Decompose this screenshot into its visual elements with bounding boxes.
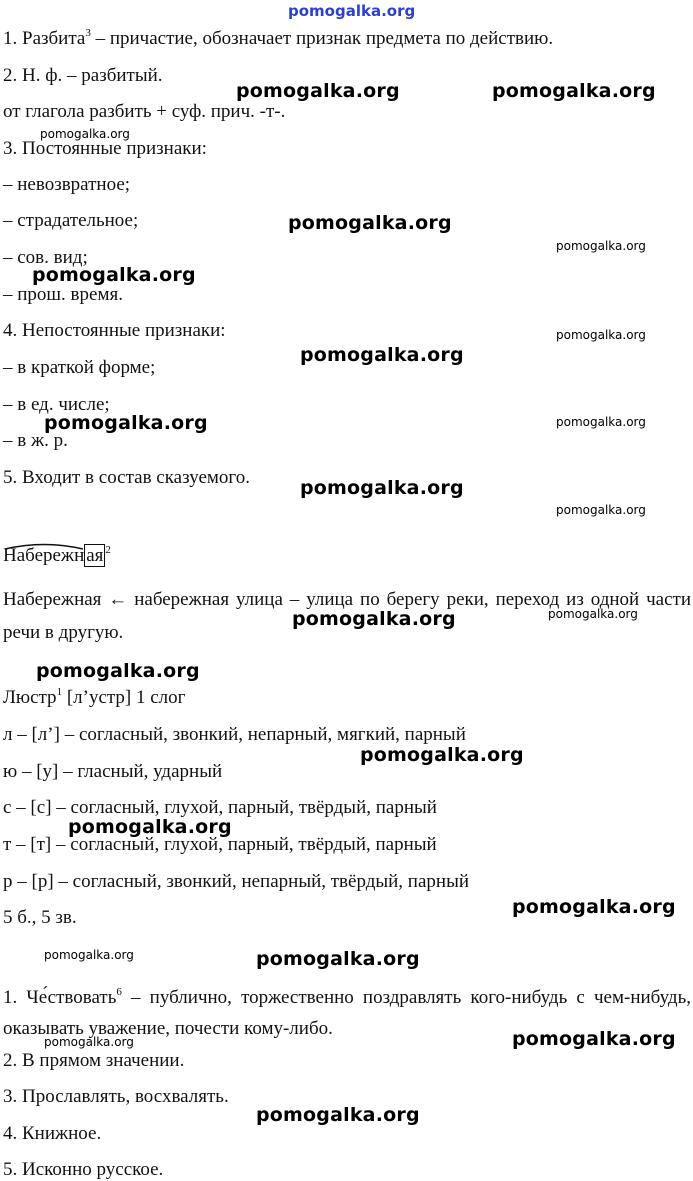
watermark: pomogalka.org	[236, 80, 400, 102]
watermark: pomogalka.org	[44, 412, 208, 434]
s3-row-t: т – [т] – согласный, глухой, парный, твёрдый, парный	[3, 834, 437, 855]
watermark: pomogalka.org	[492, 80, 656, 102]
s4-line2: 2. В прямом значении.	[3, 1050, 185, 1071]
watermark-small: pomogalka.org	[40, 127, 130, 141]
watermark-small: pomogalka.org	[556, 239, 646, 253]
watermark: pomogalka.org	[300, 477, 464, 499]
s3-row-s: с – [с] – согласный, глухой, парный, твёрдый, парный	[3, 797, 437, 818]
s2-heading-ending: ая	[86, 545, 104, 566]
s2-heading-root: Набережн	[3, 545, 85, 566]
s3-summary: 5 б., 5 зв.	[3, 907, 77, 928]
s1-line1-sup: 3	[85, 27, 91, 39]
s1-line12: – в ж. р.	[3, 430, 68, 451]
s3-heading	[3, 687, 185, 709]
s1-line13: 5. Входит в состав сказуемого.	[3, 467, 250, 488]
watermark: pomogalka.org	[292, 608, 456, 630]
watermark: pomogalka.org	[512, 896, 676, 918]
watermark-small: pomogalka.org	[556, 415, 646, 429]
s1-line1	[3, 28, 553, 50]
watermark: pomogalka.org	[32, 264, 196, 286]
s4-line4: 4. Книжное.	[3, 1123, 102, 1144]
watermark-small: pomogalka.org	[44, 1035, 134, 1049]
watermark-small: pomogalka.org	[556, 328, 646, 342]
s1-line6: – страдательное;	[3, 210, 139, 231]
s3-row-r: р – [р] – согласный, звонкий, непарный, твёрдый, парный	[3, 871, 470, 892]
s1-line4: 3. Постоянные признаки:	[3, 138, 207, 159]
watermark: pomogalka.org	[68, 816, 232, 838]
watermark: pomogalka.org	[256, 1104, 420, 1126]
s1-line5: – невозвратное;	[3, 174, 131, 195]
s1-line3: от глагола разбить + суф. прич. -т-.	[3, 101, 286, 122]
s4-line1-word: Че́ствовать	[26, 987, 117, 1008]
s4-line1-sup: 6	[116, 986, 122, 998]
s1-line1-rest: – причастие, обозначает признак предмета по действию.	[90, 28, 554, 49]
s1-line1-word: Разбита	[22, 28, 86, 49]
watermark: pomogalka.org	[360, 744, 524, 766]
watermark: pomogalka.org	[288, 212, 452, 234]
s1-line8: – прош. время.	[3, 284, 123, 305]
s4-line3: 3. Прославлять, восхвалять.	[3, 1086, 229, 1107]
s4-line5: 5. Исконно русское.	[3, 1159, 164, 1180]
watermark-small: pomogalka.org	[556, 503, 646, 517]
s3-heading-rest: [л’устр] 1 слог	[62, 687, 186, 708]
s2-heading-word	[3, 545, 105, 567]
root-arc-icon	[3, 542, 105, 550]
s1-line1-prefix: 1.	[3, 28, 22, 49]
s2-text: Набережная ← набережная улица – улица по берегу реки, переход из одной части речи в другую.	[3, 589, 691, 643]
s3-heading-word: Люстр	[3, 687, 57, 708]
watermark: pomogalka.org	[512, 1028, 676, 1050]
s1-line11: – в ед. числе;	[3, 394, 110, 415]
watermark-small: pomogalka.org	[548, 607, 638, 621]
s1-line7: – сов. вид;	[3, 247, 88, 268]
watermark: pomogalka.org	[36, 660, 200, 682]
watermark: pomogalka.org	[256, 948, 420, 970]
s4-line1-rest: – публично, торжественно поздравлять кого-нибудь с чем-нибудь, оказывать уважение, почести кому-либо.	[3, 987, 691, 1039]
s1-line2: 2. Н. ф. – разбитый.	[3, 65, 163, 86]
s3-heading-sup: 1	[56, 686, 63, 698]
s1-line10: – в краткой форме;	[3, 357, 156, 378]
s3-row-yu: ю – [у] – гласный, ударный	[3, 761, 223, 782]
watermark: pomogalka.org	[300, 344, 464, 366]
s2-heading-sup: 2	[105, 544, 111, 556]
s3-row-l: л – [л’] – согласный, звонкий, непарный, мягкий, парный	[3, 724, 466, 745]
s4-line1-prefix: 1.	[3, 987, 27, 1008]
s2-heading	[3, 545, 111, 567]
watermark-top: pomogalka.org	[288, 2, 416, 20]
s1-line9: 4. Непостоянные признаки:	[3, 320, 226, 341]
watermark-small: pomogalka.org	[44, 948, 134, 962]
